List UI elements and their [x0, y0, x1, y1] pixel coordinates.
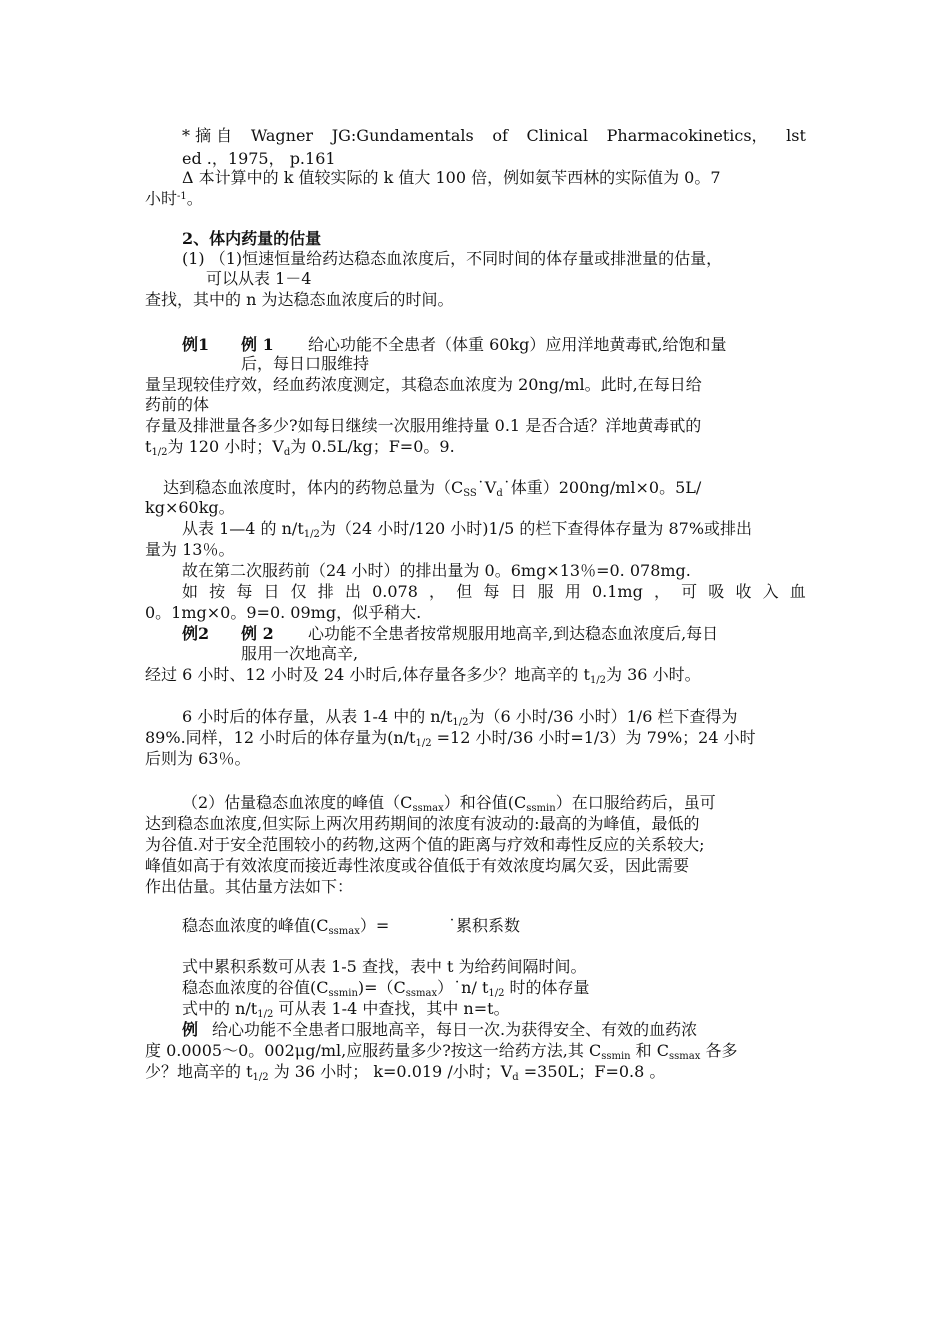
subscript: 1/2: [415, 738, 432, 749]
peak-para-line-3: 为谷值.对于安全范围较小的药物,这两个值的距离与疗效和毒性反应的关系较大;: [145, 835, 705, 854]
peak-formula: [182, 916, 389, 936]
justified-word: 血: [789, 582, 806, 601]
justified-word: 收: [735, 582, 752, 601]
subscript: 1/2: [257, 1009, 274, 1020]
section2-para-line-2: 可以从表 1－4: [206, 269, 312, 288]
section2-para-line-1: (1) （1)恒速恒量给药达稳态血浓度后，不同时间的体存量或排泄量的估量，: [182, 249, 723, 268]
solution2-line-2: [145, 728, 756, 748]
subscript: ssmax: [669, 1051, 701, 1062]
footnote-line-2: ed .，1975， p.161: [182, 149, 336, 168]
subscript: 1/2: [252, 1072, 269, 1083]
peak-para-line-5: 作出估量。其估量方法如下：: [145, 877, 354, 896]
example1-line-3: 量呈现较佳疗效，经血药浓度测定，其稳态血浓度为 20ng/ml。此时,在每日给: [145, 375, 702, 394]
footnote-word: JG:Gundamentals: [331, 126, 474, 145]
text-run: =12 小时/36 小时=1/3）为 79%；24 小时: [431, 728, 756, 747]
subscript: 1/2: [303, 529, 320, 540]
justified-word: 仅: [290, 582, 307, 601]
peak-para-line-8: [182, 999, 510, 1019]
justified-word: 0.1mg: [591, 582, 643, 601]
justified-word: 0.078: [372, 582, 418, 601]
text-run: 为 36 小时。: [606, 665, 701, 684]
solution2-line-1: [182, 707, 737, 727]
peak-para-line-4: 峰值如高于有效浓度而接近毒性浓度或谷值低于有效浓度均属欠妥，因此需要: [145, 856, 690, 875]
example2-line-3: [145, 665, 701, 685]
text-run: ）和谷值(C: [443, 793, 527, 812]
subscript: ssmin: [601, 1051, 631, 1062]
peak-para-line-2: 达到稳态血浓度,但实际上两次用药期间的浓度有波动的:最高的为峰值，最低的: [145, 814, 700, 833]
text-run: 各多: [700, 1041, 738, 1060]
delta-note-line-2: [145, 189, 203, 209]
justified-word: 每: [236, 582, 253, 601]
example1-line-6: [145, 437, 455, 457]
subscript: 1/2: [151, 447, 168, 458]
text-run: 度 0.0005～0。002μg/ml,应服药量多少?按这一给药方法,其 C: [145, 1041, 602, 1060]
text-run: 可从表 1-4 中查找，其中 n=t。: [273, 999, 510, 1018]
justified-word: 但: [456, 582, 473, 601]
text-run: 和 C: [630, 1041, 670, 1060]
solution2-line-3: 后则为 63％。: [145, 749, 251, 768]
justified-word: ，: [429, 582, 446, 601]
peak-para-line-1: [182, 793, 716, 813]
solution1-line-4: 量为 13％。: [145, 540, 235, 559]
text-run: 式中的 n/t: [182, 999, 258, 1018]
footnote-word: Wagner: [250, 126, 314, 145]
example2-tag-alt: 例 2: [241, 624, 274, 643]
text-run: 89%.同样，12 小时后的体存量为(n/t: [145, 728, 416, 747]
t-symbol: t: [145, 437, 152, 456]
text-run: 稳态血浓度的谷值(C: [182, 978, 329, 997]
justified-word: 入: [762, 582, 779, 601]
solution1-line-1: [163, 478, 701, 498]
footnote-word: * 摘 自: [182, 126, 233, 145]
text-run: 为（6 小时/36 小时）1/6 栏下查得为: [468, 707, 738, 726]
footnote-word: Clinical: [526, 126, 589, 145]
text-run: 为 0.5L/kg；F=0。9.: [290, 437, 455, 456]
peak-formula-factor: ˙累积系数: [448, 916, 521, 935]
example1-line-1: 给心功能不全患者（体重 60kg）应用洋地黄毒甙,给饱和量: [308, 335, 727, 354]
text-run: ）在口服给药后，虽可: [555, 793, 716, 812]
example3-line-3: [145, 1062, 665, 1082]
subscript: d: [496, 488, 503, 499]
subscript: 1/2: [452, 717, 469, 728]
text-run: 时的体存量: [504, 978, 590, 997]
section2-para-line-3: 查找，其中的 n 为达稳态血浓度后的时间。: [145, 290, 454, 309]
footnote-word: of: [492, 126, 508, 145]
example1-tag: 例1: [182, 335, 210, 354]
example3-line-2: [145, 1041, 737, 1061]
text-run: （2）估量稳态血浓度的峰值（C: [182, 793, 413, 812]
subscript: SS: [463, 488, 477, 499]
justified-word: 日: [510, 582, 527, 601]
example2-line-1: 心功能不全患者按常规服用地高辛,到达稳态血浓度后,每日: [308, 624, 719, 643]
solution1-line-2: kg×60kg。: [145, 498, 235, 517]
justified-word: 每: [483, 582, 500, 601]
justified-word: 吸: [708, 582, 725, 601]
justified-word: 用: [564, 582, 581, 601]
subscript: d: [512, 1072, 519, 1083]
justified-word: 服: [537, 582, 554, 601]
example1-line-5: 存量及排泄量各多少?如每日继续一次服用维持量 0.1 是否合适？洋地黄毒甙的: [145, 416, 702, 435]
justified-word: 如: [182, 582, 199, 601]
text-run: 为 36 小时； k=0.019 /小时；V: [268, 1062, 513, 1081]
text-run: ）=: [359, 916, 390, 935]
justified-word: 日: [263, 582, 280, 601]
solution1-line-6: [182, 582, 806, 602]
text-run: 稳态血浓度的峰值(C: [182, 916, 329, 935]
solution1-line-5: 故在第二次服药前（24 小时）的排出量为 0。6mg×13％=0. 078mg.: [182, 561, 691, 580]
text-run: 达到稳态血浓度时，体内的药物总量为（C: [163, 478, 464, 497]
solution1-line-7: 0。1mg×0。9=0. 09mg，似乎稍大.: [145, 603, 422, 622]
delta-note-end: 。: [186, 189, 203, 208]
subscript: d: [283, 447, 291, 458]
text-run: ˙体重）200ng/ml×0。5L/: [502, 478, 702, 497]
footnote-word: Pharmacokinetics，: [606, 126, 768, 145]
text-run: ˙V: [476, 478, 497, 497]
subscript: 1/2: [488, 988, 505, 999]
text-run: ）˙n/ t: [437, 978, 489, 997]
example3-tag: 例: [182, 1020, 199, 1039]
text-run: 为 120 小时；V: [167, 437, 284, 456]
example1-line-2: 后，每日口服维持: [241, 354, 370, 373]
delta-note-line-1: Δ 本计算中的 k 值较实际的 k 值大 100 倍，例如氨苄西林的实际值为 0。7: [182, 168, 721, 187]
subscript: ssmin: [526, 803, 556, 814]
footnote-word: lst: [786, 126, 806, 145]
justified-word: 排: [317, 582, 334, 601]
text-run: =350L；F=0.8 。: [518, 1062, 666, 1081]
section-heading: 2、体内药量的估量: [182, 229, 322, 248]
text-run: )=（C: [357, 978, 406, 997]
solution1-line-3: [182, 519, 752, 539]
example3-line-1: 给心功能不全患者口服地高辛，每日一次.为获得安全、有效的血药浓: [212, 1020, 698, 1039]
text-run: 6 小时后的体存量，从表 1-4 中的 n/t: [182, 707, 453, 726]
text-run: 少？地高辛的 t: [145, 1062, 253, 1081]
subscript: 1/2: [589, 675, 607, 686]
subscript: ssmax: [328, 926, 360, 937]
delta-note-text: 小时: [145, 189, 178, 208]
example2-tag: 例2: [182, 624, 210, 643]
justified-word: 可: [681, 582, 698, 601]
subscript: ssmax: [405, 988, 438, 999]
peak-para-line-6: 式中累积系数可从表 1-5 查找，表中 t 为给药间隔时间。: [182, 957, 587, 976]
text-run: 经过 6 小时、12 小时及 24 小时后,体存量各多少？地高辛的 t: [145, 665, 590, 684]
text-run: 为（24 小时/120 小时)1/5 的栏下查得体存量为 87%或排出: [319, 519, 753, 538]
example1-line-4: 药前的体: [145, 395, 210, 414]
subscript: ssmin: [328, 988, 358, 999]
example1-tag-alt: 例 1: [241, 335, 274, 354]
trough-formula: [182, 978, 590, 998]
justified-word: 出: [344, 582, 361, 601]
delta-note-superscript: -1: [177, 191, 187, 202]
subscript: ssmax: [412, 803, 444, 814]
example2-line-2: 服用一次地高辛,: [241, 644, 359, 663]
footnote-line-1: [182, 126, 806, 146]
justified-word: 按: [209, 582, 226, 601]
justified-word: ，: [653, 582, 670, 601]
text-run: 从表 1—4 的 n/t: [182, 519, 304, 538]
